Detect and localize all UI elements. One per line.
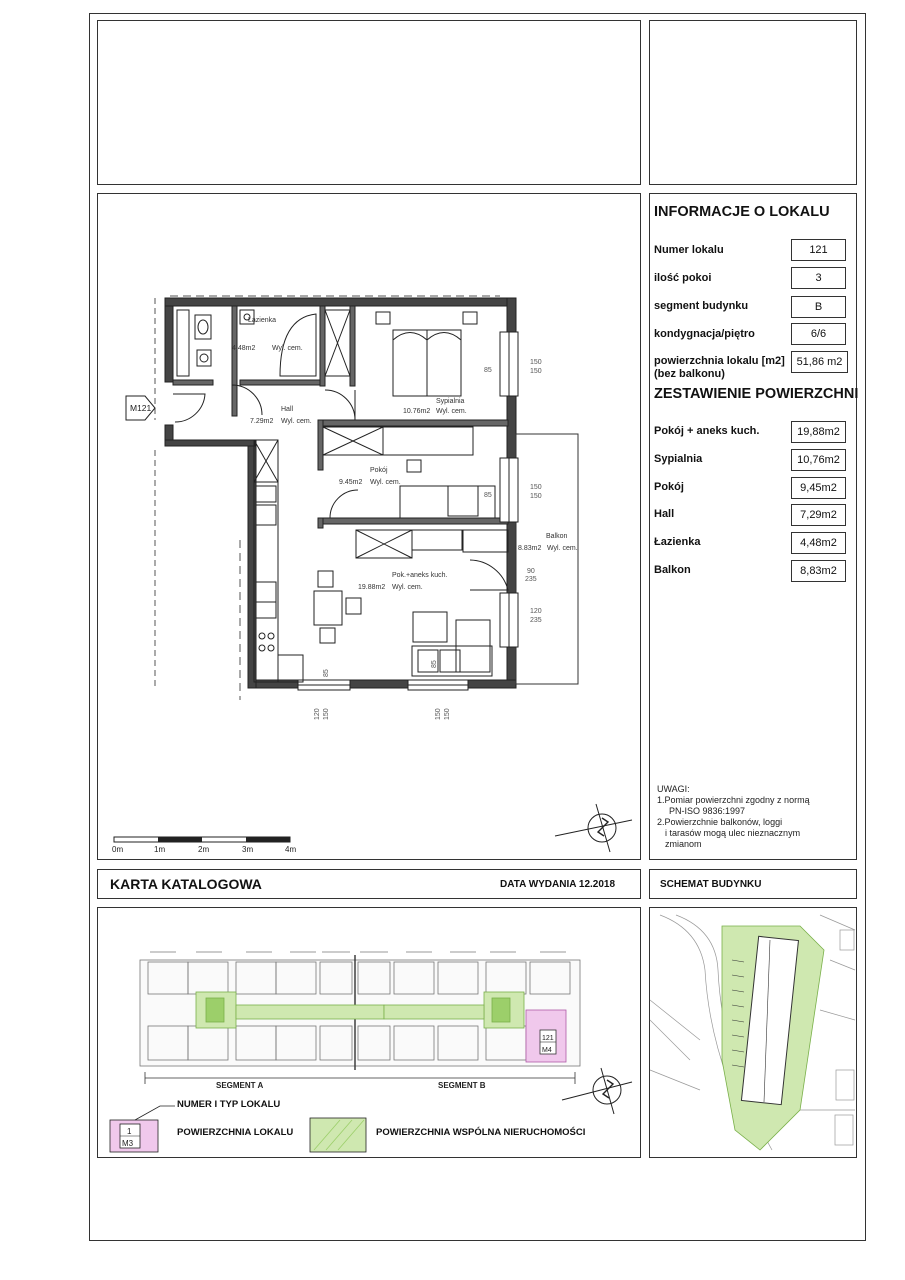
- rooms-count-label: ilość pokoi: [654, 272, 712, 284]
- balcony-name: Balkon: [546, 533, 568, 540]
- unit-number-value: 121: [791, 239, 846, 261]
- legend-common-area: POWIERZCHNIA WSPÓLNA NIERUCHOMOŚCI: [376, 1127, 586, 1138]
- segment-value: B: [791, 296, 846, 318]
- dim-150a: 150: [530, 359, 542, 366]
- segment-a-label: SEGMENT A: [216, 1081, 264, 1090]
- hall-area: 7.29m2: [250, 418, 274, 425]
- bedroom-finish: Wyl. cem.: [436, 408, 467, 415]
- scale-2: 2m: [198, 845, 210, 854]
- dim-150f: 150: [435, 708, 442, 720]
- bedroom-name: Sypialnia: [436, 398, 465, 405]
- dim-85d: 85: [431, 660, 438, 668]
- floor-label: kondygnacja/piętro: [654, 328, 755, 340]
- notes-title: UWAGI:: [657, 784, 690, 794]
- north-arrow-icon: [562, 1068, 632, 1114]
- surface-bathroom-value: 4,48m2: [791, 532, 846, 554]
- surface-room-label: Pokój: [654, 481, 684, 493]
- catalog-title: KARTA KATALOGOWA: [110, 876, 262, 892]
- notes-line4: i tarasów mogą ulec nieznacznym: [665, 828, 801, 838]
- surface-hall-label: Hall: [654, 508, 675, 520]
- notes-line5: zmianom: [665, 839, 702, 849]
- legend-unit-area: POWIERZCHNIA LOKALU: [177, 1127, 294, 1138]
- bathroom-name: Łazienka: [248, 317, 277, 324]
- header-panel-right: [649, 20, 857, 185]
- surface-room-value: 9,45m2: [791, 477, 846, 499]
- bedroom-area: 10.76m2: [403, 408, 431, 415]
- bathroom-finish: Wyl. cem.: [272, 345, 303, 352]
- header-panel-left: [97, 20, 641, 185]
- rooms-count-value: 3: [791, 267, 846, 289]
- surface-living-value: 19,88m2: [791, 421, 846, 443]
- dim-120a: 120: [530, 608, 542, 615]
- unit-tag-top: 121: [542, 1035, 554, 1042]
- building-floor-plan: [97, 907, 641, 1158]
- balcony-finish: Wyl. cem.: [547, 545, 578, 552]
- living-name: Pok.+aneks kuch.: [392, 572, 448, 579]
- surface-bathroom-label: Łazienka: [654, 536, 701, 548]
- dim-85a: 85: [484, 367, 492, 374]
- living-finish: Wyl. cem.: [392, 584, 423, 591]
- floor-value: 6/6: [791, 323, 846, 345]
- surface-living-label: Pokój + aneks kuch.: [654, 425, 760, 437]
- surface-balcony-value: 8,83m2: [791, 560, 846, 582]
- hall-name: Hall: [281, 406, 294, 413]
- scale-3: 3m: [242, 845, 254, 854]
- segment-label: segment budynku: [654, 300, 749, 312]
- scale-1: 1m: [154, 845, 166, 854]
- info-title: INFORMACJE O LOKALU: [654, 204, 830, 220]
- notes-line3: 2.Powierzchnie balkonów, loggi: [657, 817, 783, 827]
- notes-line1: 1.Pomiar powierzchni zgodny z normą: [657, 795, 810, 805]
- room-name: Pokój: [370, 467, 388, 474]
- surface-bedroom-label: Sypialnia: [654, 453, 703, 465]
- surface-balcony-label: Balkon: [654, 564, 691, 576]
- dim-150c: 150: [530, 484, 542, 491]
- dim-85c: 85: [323, 669, 330, 677]
- scale-4: 4m: [285, 845, 297, 854]
- living-area: 19.88m2: [358, 584, 386, 591]
- legend-sample-top: 1: [127, 1127, 132, 1136]
- surface-bedroom-value: 10,76m2: [791, 449, 846, 471]
- floor-plan: [97, 193, 641, 860]
- area-label-line1: powierzchnia lokalu [m2]: [654, 355, 785, 367]
- scale-0: 0m: [112, 845, 124, 854]
- north-arrow-icon: [555, 804, 632, 852]
- dim-150e: 150: [323, 708, 330, 720]
- schema-title: SCHEMAT BUDYNKU: [660, 879, 762, 890]
- bathroom-area: 4.48m2: [232, 345, 256, 352]
- dim-235b: 235: [530, 617, 542, 624]
- area-label-line2: (bez balkonu): [654, 368, 725, 380]
- room-finish: Wyl. cem.: [370, 479, 401, 486]
- notes: [657, 784, 810, 850]
- surface-hall-value: 7,29m2: [791, 504, 846, 526]
- notes-line2: PN-ISO 9836:1997: [669, 806, 746, 816]
- unit-tag-bottom: M4: [542, 1047, 552, 1054]
- issue-date: DATA WYDANIA 12.2018: [500, 879, 616, 890]
- dim-90: 90: [527, 568, 535, 575]
- legend-sample-bottom: M3: [122, 1139, 134, 1148]
- dim-150d: 150: [530, 493, 542, 500]
- dim-150g: 150: [444, 708, 451, 720]
- scale-bar: [112, 837, 296, 854]
- dim-150b: 150: [530, 368, 542, 375]
- unit-number-label: Numer lokalu: [654, 244, 724, 256]
- hall-finish: Wyl. cem.: [281, 418, 312, 425]
- unit-tag: M121: [130, 403, 152, 413]
- room-area: 9.45m2: [339, 479, 363, 486]
- surfaces-title: ZESTAWIENIE POWIERZCHNI: [654, 386, 859, 402]
- balcony-area: 8.83m2: [518, 545, 542, 552]
- site-schema-map: [649, 907, 857, 1158]
- info-panel: [649, 193, 857, 860]
- dim-235a: 235: [525, 576, 537, 583]
- area-value: 51,86 m2: [791, 351, 848, 373]
- segment-b-label: SEGMENT B: [438, 1081, 486, 1090]
- legend-unit-number-type: NUMER I TYP LOKALU: [177, 1099, 281, 1110]
- dim-85b: 85: [484, 492, 492, 499]
- dim-120b: 120: [314, 708, 321, 720]
